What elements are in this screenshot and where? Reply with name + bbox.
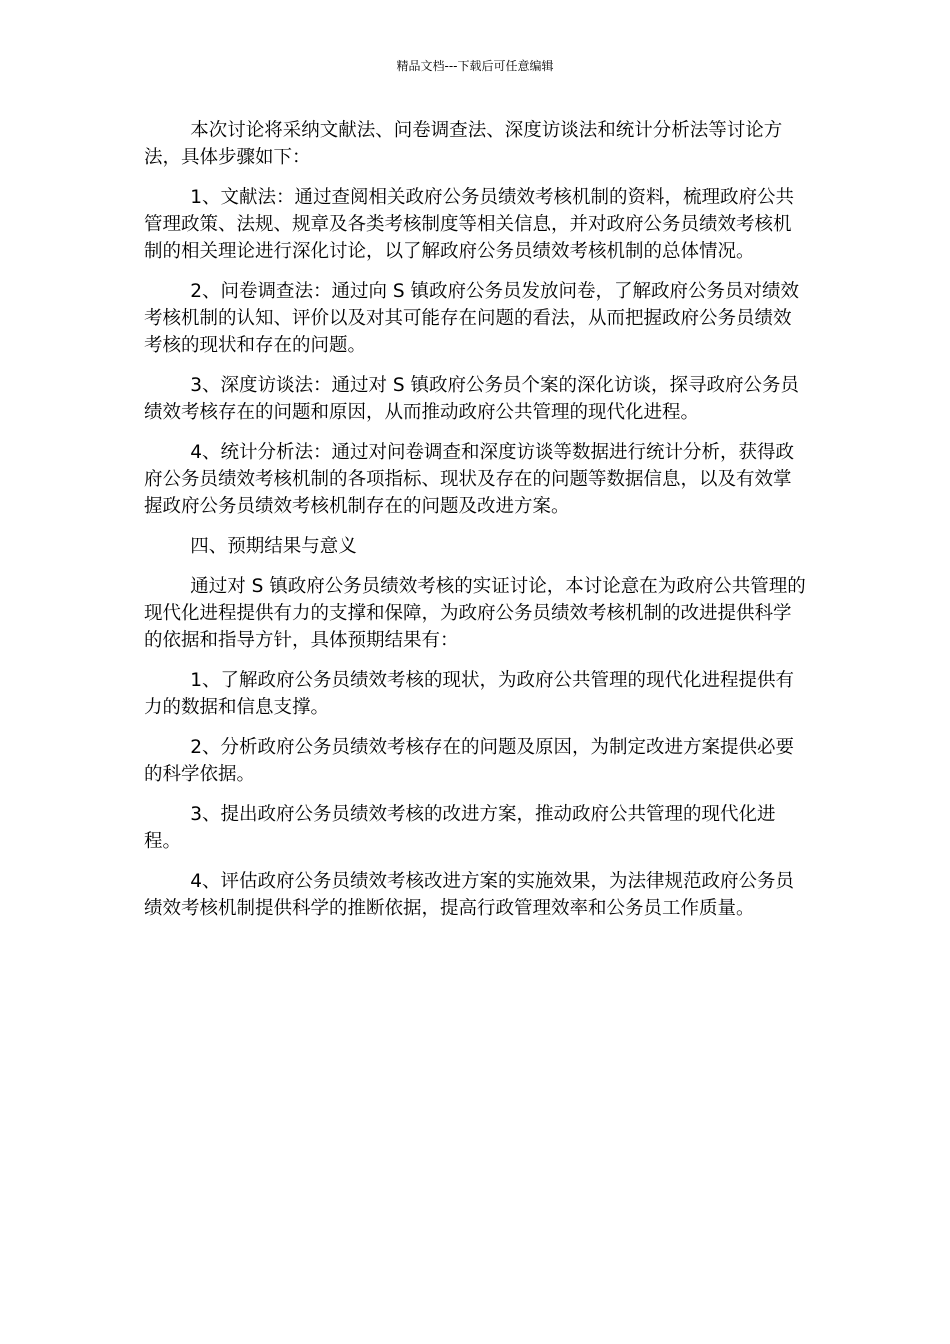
paragraph-intro: 本次讨论将采纳文献法、问卷调查法、深度访谈法和统计分析法等讨论方法，具体步骤如下：	[144, 120, 783, 168]
paragraph-literature-method: 1、文献法：通过查阅相关政府公务员绩效考核机制的资料，梳理政府公共管理政策、法规、规章及各类考核制度等相关信息，并对政府公务员绩效考核机制的相关理论进行深化讨论，以了解政府公务员绩效考核机制的总体情况。	[144, 187, 795, 262]
page-header: 精品文档---下载后可任意编辑	[396, 59, 554, 73]
section-heading-expected-results: 四、预期结果与意义	[190, 536, 357, 557]
paragraph-result-4: 4、评估政府公务员绩效考核改进方案的实施效果，为法律规范政府公务员绩效考核机制提供科学的推断依据，提高行政管理效率和公务员工作质量。	[144, 871, 795, 919]
paragraph-statistics-method: 4、统计分析法：通过对问卷调查和深度访谈等数据进行统计分析，获得政府公务员绩效考核机制的各项指标、现状及存在的问题等数据信息，以及有效掌握政府公务员绩效考核机制存在的问题及改进方案。	[144, 442, 795, 517]
paragraph-result-1: 1、了解政府公务员绩效考核的现状，为政府公共管理的现代化进程提供有力的数据和信息支撑。	[144, 670, 795, 718]
paragraph-questionnaire-method: 2、问卷调查法：通过向 S 镇政府公务员发放问卷，了解政府公务员对绩效考核机制的认知、评价以及对其可能存在问题的看法，从而把握政府公务员绩效考核的现状和存在的问题。	[144, 281, 800, 356]
paragraph-result-2: 2、分析政府公务员绩效考核存在的问题及原因，为制定改进方案提供必要的科学依据。	[144, 737, 795, 785]
paragraph-results-intro: 通过对 S 镇政府公务员绩效考核的实证讨论，本讨论意在为政府公共管理的现代化进程提供有力的支撑和保障，为政府公务员绩效考核机制的改进提供科学的依据和指导方针，具体预期结果有：	[144, 576, 806, 651]
paragraph-interview-method: 3、深度访谈法：通过对 S 镇政府公务员个案的深化访谈，探寻政府公务员绩效考核存在的问题和原因，从而推动政府公共管理的现代化进程。	[144, 375, 800, 423]
document-body	[144, 117, 808, 935]
paragraph-result-3: 3、提出政府公务员绩效考核的改进方案，推动政府公共管理的现代化进程。	[144, 804, 776, 852]
